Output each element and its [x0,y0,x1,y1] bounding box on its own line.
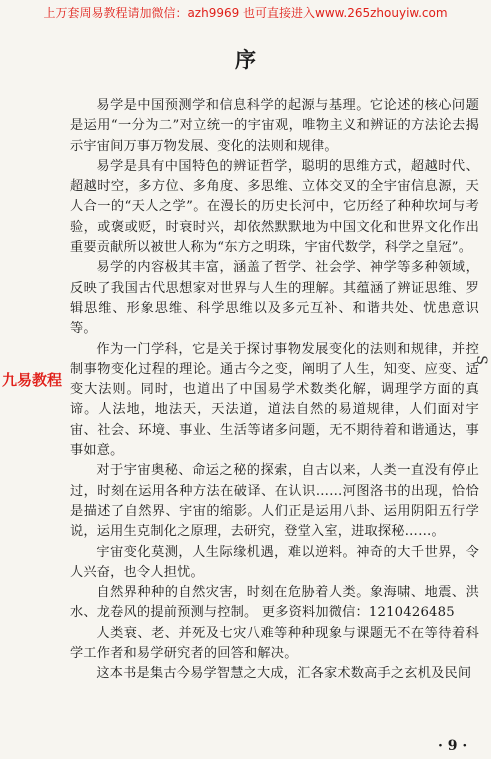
paragraph-7: 自然界种种的自然灾害，时刻在危胁着人类。象海啸、地震、洪水、龙卷风的提前预测与控制。 更多资料加微信：1210426485 [70,585,479,621]
page-number: · 9 · [438,738,468,754]
side-mark: S [472,355,489,365]
paragraph-2: 易学是具有中国特色的辨证哲学，聪明的思维方式，超越时代、超越时空，多方位、多角度、多思维、立体交叉的全宇宙信息源，天人合一的“天人之学”。在漫长的历史长河中，它历经了种种坎坷与考验，或褒或贬，时衰时兴，却依然默默地为中国文化和世界文化作出重要贡献所以被世人称为“东方之明珠，宇宙代数学，科学之皇冠”。 [70,158,479,256]
paragraph-3: 易学的内容极其丰富，涵盖了哲学、社会学、神学等多种领域，反映了我国古代思想家对世界与人生的理解。其蕴涵了辨证思维、罗辑思维、形象思维、科学思维以及多元互补、和谐共处、忧患意识等。 [70,260,479,337]
watermark-label: 九易教程 [2,371,63,389]
paragraph-1: 易学是中国预测学和信息科学的起源与基理。它论述的核心问题是运用“一分为二”对立统一的宇宙观，唯物主义和辨证的方法论去揭示宇宙间万事万物发展、变化的法则和规律。 [70,98,479,154]
page-title: 序 [235,47,256,72]
paragraph-4: 作为一门学科，它是关于探讨事物发展变化的法则和规律，并控制事物变化过程的理论。通古今之变，阐明了人生，知变、应变、适变大法则。同时，也道出了中国易学术数类化解，调理学方面的真谛。人法地，地法天，天法道，道法自然的易道规律，人们面对宇宙、社会、环境、事业、生活等诸多问题，无不期待着和谐通达，事事如意。 [70,341,479,459]
paragraph-5: 对于宇宙奥秘、命运之秘的探索，自古以来，人类一直没有停止过，时刻在运用各种方法在破译、在认识……河图洛书的出现，恰恰是描述了自然界、宇宙的缩影。人们正是运用八卦、运用阴阳五行学说，运用生克制化之原理，去研究，登堂入室，进取探秘……。 [70,463,479,540]
paragraph-6: 宇宙变化莫测，人生际缘机遇，难以逆料。神奇的大千世界，令人兴奋，也令人担忧。 [70,544,479,580]
preface-body [70,96,479,685]
paragraph-9: 这本书是集古今易学智慧之大成，汇各家术数高手之玄机及民间 [96,666,472,682]
contact-banner: 上万套周易教程请加微信：azh9969 也可直接进入www.265zhouyiw.com [43,6,448,20]
paragraph-8: 人类衰、老、并死及七灾八难等种种现象与课题无不在等待着科学工作者和易学研究者的回答和解决。 [70,625,479,662]
